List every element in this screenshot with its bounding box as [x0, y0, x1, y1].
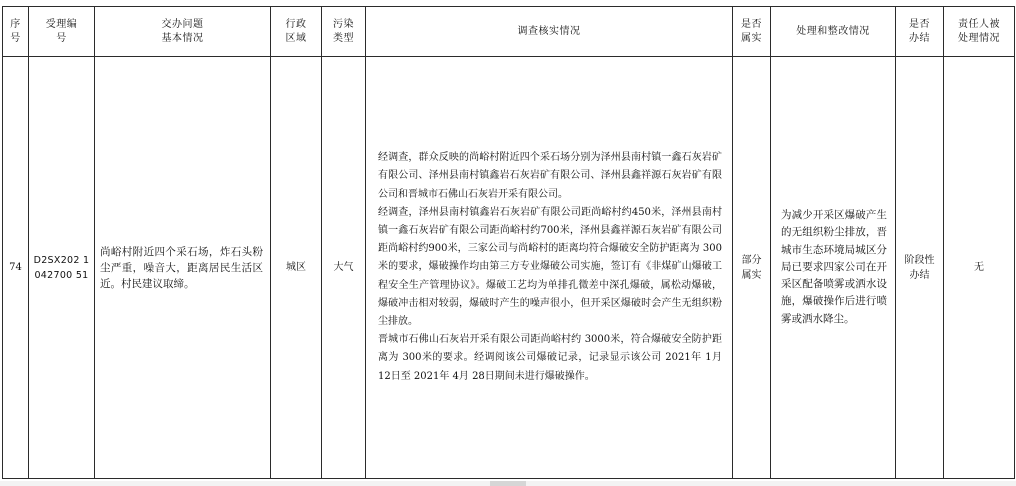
header-handling: 处理和整改情况 — [771, 7, 896, 57]
header-region: 行政 区域 — [271, 7, 322, 57]
cell-handling: 为减少开采区爆破产生的无组织粉尘排放，晋城市生态环境局城区分局已要求四家公司在开采区配备喷雾或洒水设施，爆破操作后进行喷雾或洒水降尘。 — [771, 57, 896, 479]
cell-is-closed: 阶段性办结 — [896, 57, 944, 479]
investigation-paragraph: 晋城市石佛山石灰岩开采有限公司距尚峪村约 3000米，符合爆破安全防护距离为 300米的要求。经调阅该公司爆破记录，记录显示该公司 2021年 1月 12日至 2021年 4月 28日期间未进行爆破操作。 — [378, 334, 722, 382]
cell-pollution-type: 大气 — [322, 57, 366, 479]
cell-is-true: 部分属实 — [733, 57, 771, 479]
investigation-paragraph: 经调查，泽州县南村镇鑫岩石灰岩矿有限公司距尚峪村约450米，泽州县南村镇一鑫石灰岩矿有限公司距尚峪村约700米，泽州县鑫祥源石灰岩矿有限公司距尚峪村约900米，三家公司与尚峪村的距离均符合爆破安全防护距离为 300米的要求，爆破操作均由第三方专业爆破公司实施，签订有《非煤矿山爆破工程安全生产管理协议》。爆破工艺均为单排孔微差中深孔爆破，属松动爆破，爆破冲击相对较弱，爆破时产生的噪声很小，但开采区爆破时会产生无组织粉尘排放。 — [378, 206, 722, 327]
header-row — [3, 7, 1015, 57]
cell-region: 城区 — [271, 57, 322, 479]
cell-investigation — [366, 57, 733, 479]
header-acceptance-no: 受理编 号 — [29, 7, 95, 57]
cell-problem: 尚峪村附近四个采石场，炸石头粉尘严重，噪音大，距离居民生活区近。村民建议取缔。 — [95, 57, 271, 479]
cell-accountability: 无 — [944, 57, 1015, 479]
header-investigation: 调查核实情况 — [366, 7, 733, 57]
header-accountability: 责任人被 处理情况 — [944, 7, 1015, 57]
header-is-true: 是否 属实 — [733, 7, 771, 57]
header-is-closed: 是否 办结 — [896, 7, 944, 57]
header-problem: 交办问题 基本情况 — [95, 7, 271, 57]
header-seq: 序 号 — [3, 7, 29, 57]
header-pollution-type: 污染 类型 — [322, 7, 366, 57]
cell-seq: 74 — [3, 57, 29, 479]
bottom-scroll-thumb[interactable] — [490, 481, 526, 486]
investigation-paragraph: 经调查，群众反映的尚峪村附近四个采石场分别为泽州县南村镇一鑫石灰岩矿有限公司、泽州县南村镇鑫岩石灰岩矿有限公司、泽州县鑫祥源石灰岩矿有限公司和晋城市石佛山石灰岩开采有限公司。 — [378, 152, 722, 200]
cell-acceptance-no: D2SX202 1042700 51 — [29, 57, 95, 479]
supervision-case-table — [2, 6, 1015, 479]
table-row — [3, 57, 1015, 479]
